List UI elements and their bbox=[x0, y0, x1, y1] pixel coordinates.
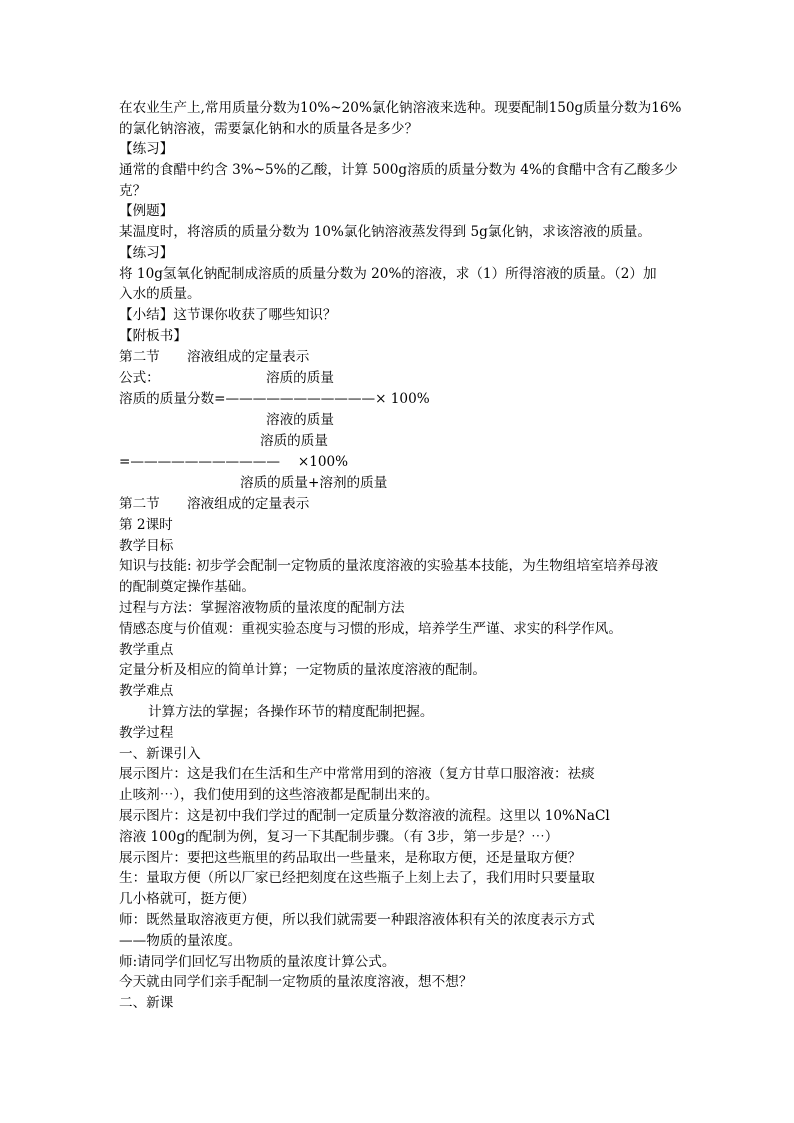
formula-numerator: 溶质的质量 bbox=[266, 370, 334, 386]
text-line: 第 2课时 bbox=[119, 517, 173, 533]
formula-denominator: 溶质的质量+溶剂的质量 bbox=[240, 475, 388, 491]
text-line: 【例题】 bbox=[119, 203, 174, 219]
text-line: 止咳剂⋯），我们使用到的这些溶液都是配制出来的。 bbox=[119, 787, 439, 803]
text-line: 展示图片：要把这些瓶里的药品取出一些量来，是称取方便，还是量取方便？ bbox=[119, 850, 582, 866]
text-line: 师：既然量取溶液更方便，所以我们就需要一种跟溶液体积有关的浓度表示方式 bbox=[119, 912, 595, 928]
text-line: 展示图片：这是初中我们学过的配制一定质量分数溶液的流程。这里以 10%NaCl bbox=[119, 808, 610, 824]
text-line: ——物质的量浓度。 bbox=[119, 933, 242, 949]
text-line: 今天就由同学们亲手配制一定物质的量浓度溶液，想不想？ bbox=[119, 974, 473, 990]
formula-denominator: 溶液的质量 bbox=[266, 412, 334, 428]
text-line: 一、新课引入 bbox=[119, 746, 201, 762]
text-line: 师:请同学们回忆写出物质的量浓度计算公式。 bbox=[119, 954, 396, 970]
text-line: 克？ bbox=[119, 183, 147, 199]
text-line: 【练习】 bbox=[119, 245, 174, 261]
text-line: 溶液 100g的配制为例，复习一下其配制步骤。（有 3步，第一步是？⋯） bbox=[119, 829, 559, 845]
text-line: 教学重点 bbox=[119, 642, 174, 658]
formula-lhs: 溶质的质量分数=———————————× 100% bbox=[119, 391, 430, 407]
text-line: 【小结】这节课你收获了哪些知识？ bbox=[119, 307, 337, 323]
text-line: 几小格就可，挺方便） bbox=[119, 891, 255, 907]
text-line: 定量分析及相应的简单计算；一定物质的量浓度溶液的配制。 bbox=[119, 662, 487, 678]
text-line: 【练习】 bbox=[119, 141, 174, 157]
text-line: 将 10g氢氧化钠配制成溶质的质量分数为 20%的溶液，求（1）所得溶液的质量。（2）加 bbox=[119, 266, 657, 282]
text-line: 情感态度与价值观：重视实验态度与习惯的形成，培养学生严谨、求实的科学作风。 bbox=[119, 621, 622, 637]
text-line: 过程与方法：掌握溶液物质的量浓度的配制方法 bbox=[119, 600, 405, 616]
text-line: 某温度时，将溶质的质量分数为 10%氯化钠溶液蒸发得到 5g氯化钠，求该溶液的质量。 bbox=[119, 224, 651, 240]
text-line-indented: 计算方法的掌握；各操作环节的精度配制把握。 bbox=[148, 704, 434, 720]
text-line: 第二节 溶液组成的定量表示 bbox=[119, 349, 310, 365]
text-line: 教学目标 bbox=[119, 538, 174, 554]
text-line: 在农业生产上,常用质量分数为10%~20%氯化钠溶液来选种。现要配制150g质量分数为16% bbox=[119, 100, 682, 116]
text-line: 的氯化钠溶液，需要氯化钠和水的质量各是多少？ bbox=[119, 121, 419, 137]
formula-label: 公式： bbox=[119, 370, 160, 386]
text-line: 教学过程 bbox=[119, 725, 174, 741]
text-line: 生：量取方便（所以厂家已经把刻度在这些瓶子上刻上去了，我们用时只要量取 bbox=[119, 870, 595, 886]
text-line: 的配制奠定操作基础。 bbox=[119, 579, 255, 595]
text-line: 入水的质量。 bbox=[119, 286, 201, 302]
text-line: 二、新课 bbox=[119, 995, 174, 1011]
text-line: 第二节 溶液组成的定量表示 bbox=[119, 496, 310, 512]
formula-rhs: =——————————— ×100% bbox=[119, 454, 349, 470]
text-line: 教学难点 bbox=[119, 683, 174, 699]
text-line: 展示图片：这是我们在生活和生产中常常用到的溶液（复方甘草口服溶液：祛痰 bbox=[119, 766, 595, 782]
text-line: 知识与技能: 初步学会配制一定物质的量浓度溶液的实验基本技能，为生物组培室培养母液 bbox=[119, 558, 659, 574]
formula-numerator: 溶质的质量 bbox=[260, 433, 328, 449]
text-line: 【附板书】 bbox=[119, 328, 187, 344]
text-line: 通常的食醋中约含 3%~5%的乙酸，计算 500g溶质的质量分数为 4%的食醋中含有乙酸多少 bbox=[119, 162, 678, 178]
